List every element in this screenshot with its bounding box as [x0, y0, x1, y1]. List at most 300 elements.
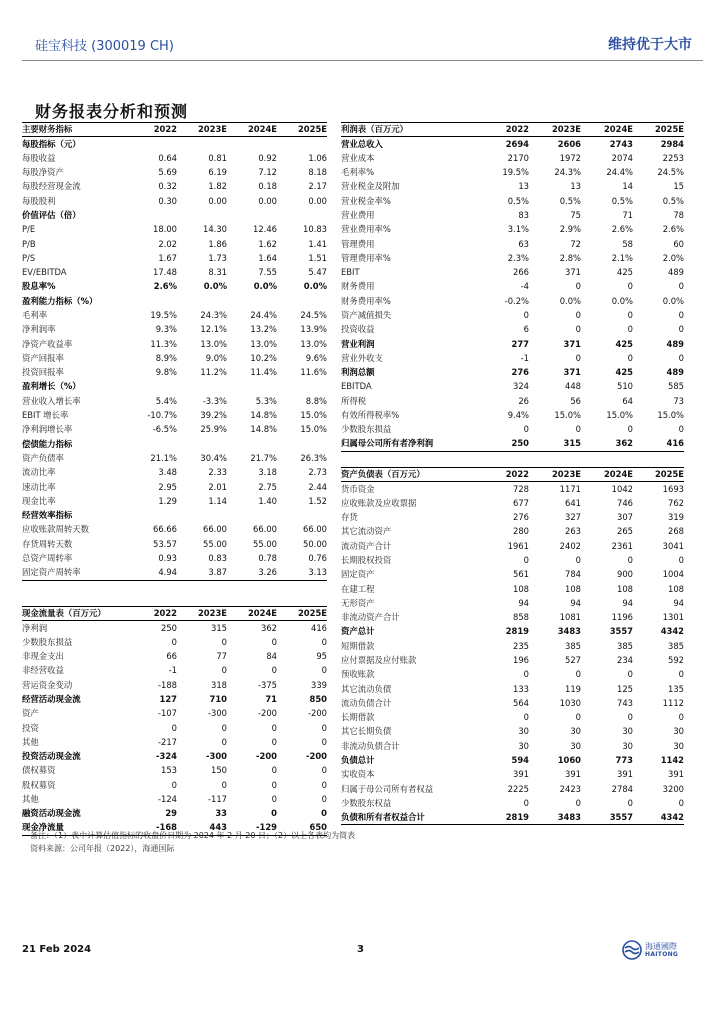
- cell-value: 133: [513, 683, 529, 694]
- column-header: 2025E: [633, 468, 684, 482]
- table-title: 现金流量表（百万元）: [22, 607, 137, 621]
- cell-value: 125: [617, 683, 633, 694]
- cell-value: 108: [668, 583, 684, 594]
- table-row: [22, 649, 327, 663]
- cell-value: 26: [518, 395, 529, 406]
- cell-value: 66.00: [253, 524, 277, 535]
- cell-value: 900: [617, 569, 633, 580]
- cell-value: 443: [177, 821, 227, 835]
- cell-value: 0: [523, 554, 529, 565]
- row-label: 经营活动现金流: [22, 693, 81, 704]
- table-row: [341, 137, 684, 151]
- cell-value: 2819: [484, 811, 529, 825]
- cell-value: 0: [321, 765, 327, 776]
- cell-value: 318: [211, 679, 227, 690]
- cell-value: [227, 437, 277, 451]
- row-label: 融资活动现金流: [22, 808, 81, 819]
- cell-value: 0.83: [208, 553, 227, 564]
- cell-value: 2423: [559, 783, 581, 794]
- table-row: [22, 208, 327, 222]
- cell-value: 2225: [507, 783, 529, 794]
- cell-value: 9.0%: [205, 352, 227, 363]
- table-row: [341, 208, 684, 222]
- cell-value: 0: [627, 324, 633, 335]
- table-row: [22, 408, 327, 422]
- row-label: 营业税金及附加: [341, 181, 400, 192]
- cell-value: 0: [271, 779, 277, 790]
- cell-value: 8.31: [208, 267, 227, 278]
- cell-value: 0: [523, 669, 529, 680]
- table-row: [22, 366, 327, 380]
- table-header-row: [22, 607, 327, 621]
- cell-value: 784: [565, 569, 581, 580]
- table-row: [22, 494, 327, 508]
- cell-value: 2743: [609, 138, 633, 149]
- cell-value: 2.01: [208, 481, 227, 492]
- cell-value: 12.1%: [200, 324, 227, 335]
- cell-value: 0.00: [258, 195, 277, 206]
- cell-value: 2694: [505, 138, 529, 149]
- cell-value: [277, 437, 327, 451]
- cell-value: 0: [171, 722, 177, 733]
- cell-value: 3.1%: [507, 224, 529, 235]
- cell-value: 9.3%: [155, 324, 177, 335]
- table-row: [341, 568, 684, 582]
- table-row: [341, 711, 684, 725]
- cell-value: 0: [627, 310, 633, 320]
- logo-text-en: HAITONG: [645, 951, 679, 958]
- row-label: 流动负债合计: [341, 697, 392, 708]
- cell-value: [227, 294, 277, 308]
- column-header: 2025E: [633, 123, 684, 137]
- cell-value: 94: [570, 597, 581, 608]
- cell-value: 0.30: [158, 195, 177, 206]
- cell-value: 280: [513, 526, 529, 537]
- balance-sheet-table: [341, 467, 684, 825]
- cell-value: 153: [161, 765, 177, 776]
- cell-value: 12.46: [253, 224, 277, 235]
- cell-value: 14.8%: [250, 410, 277, 421]
- cell-value: -117: [207, 794, 227, 804]
- table-row: [341, 280, 684, 294]
- cell-value: 324: [513, 381, 529, 392]
- cell-value: 2.17: [308, 181, 327, 192]
- cell-value: 0.5%: [611, 195, 633, 206]
- cell-value: 2.02: [158, 238, 177, 249]
- row-label: 每股净资产: [22, 167, 64, 178]
- cell-value: 39.2%: [200, 410, 227, 421]
- table-row: [341, 753, 684, 767]
- row-label: 营业税金率%: [341, 195, 391, 206]
- row-label: 归属于母公司所有者权益: [341, 783, 434, 794]
- cell-value: 1972: [559, 152, 581, 163]
- cell-value: 56: [570, 395, 581, 406]
- row-label: 资产回报率: [22, 352, 64, 363]
- row-label: 投资活动现金流: [22, 751, 81, 762]
- cell-value: 276: [513, 512, 529, 523]
- cell-value: 30: [518, 726, 529, 737]
- cell-value: 746: [617, 497, 633, 508]
- cell-value: 1.14: [208, 495, 227, 506]
- table-row: [341, 265, 684, 279]
- row-label: 其他: [22, 794, 39, 804]
- row-label: 营业费用率%: [341, 224, 391, 235]
- cell-value: 1004: [662, 569, 684, 580]
- cell-value: 2.6%: [662, 224, 684, 235]
- cell-value: 0.93: [158, 553, 177, 564]
- cell-value: 371: [565, 267, 581, 278]
- cell-value: 677: [513, 497, 529, 508]
- table-row: [341, 366, 684, 380]
- cell-value: 276: [511, 367, 529, 378]
- cell-value: 13.0%: [200, 338, 227, 349]
- cell-value: 19.5%: [502, 167, 529, 178]
- cell-value: 1.29: [158, 495, 177, 506]
- table-row: [341, 625, 684, 639]
- cell-value: 6.19: [208, 167, 227, 178]
- cell-value: 11.2%: [200, 367, 227, 378]
- cell-value: 30: [622, 740, 633, 751]
- cell-value: 15.0%: [300, 410, 327, 421]
- cell-value: [177, 509, 227, 523]
- table-row: [341, 180, 684, 194]
- table-row: [22, 749, 327, 763]
- cell-value: 0: [627, 797, 633, 808]
- row-label: 在建工程: [341, 583, 375, 594]
- row-label: 长期股权投资: [341, 554, 392, 565]
- cell-value: 2074: [611, 152, 633, 163]
- row-label: 营业成本: [341, 152, 375, 163]
- table-row: [22, 280, 327, 294]
- cell-value: 2.8%: [559, 252, 581, 263]
- cell-value: 9.4%: [507, 410, 529, 421]
- cell-value: 58: [622, 238, 633, 249]
- cell-value: 0: [271, 765, 277, 776]
- cell-value: 1.82: [208, 181, 227, 192]
- cell-value: 416: [633, 437, 684, 451]
- table-row: [341, 653, 684, 667]
- cell-value: 1081: [559, 612, 581, 623]
- table-row: [341, 553, 684, 567]
- row-label: 少数股东损益: [22, 636, 73, 647]
- row-label: 固定资产周转率: [22, 566, 137, 580]
- cell-value: 0: [523, 310, 529, 320]
- table-row: [22, 151, 327, 165]
- cell-value: 2.73: [308, 467, 327, 478]
- table-row: [341, 482, 684, 496]
- table-row: [22, 664, 327, 678]
- row-label: 价值评估（倍）: [22, 209, 81, 220]
- cell-value: 371: [563, 367, 581, 378]
- cell-value: 33: [215, 808, 227, 819]
- cell-value: 55.00: [253, 538, 277, 549]
- cell-value: 2.33: [208, 467, 227, 478]
- table-row: [341, 811, 684, 825]
- key-metrics-table: [22, 122, 327, 581]
- cell-value: 10.83: [303, 224, 327, 235]
- cell-value: [277, 208, 327, 222]
- table-row: [22, 537, 327, 551]
- cell-value: -217: [157, 736, 177, 747]
- cell-value: -300: [206, 751, 227, 762]
- cell-value: 24.4%: [250, 310, 277, 320]
- cell-value: 319: [668, 512, 684, 523]
- cell-value: 0: [678, 797, 684, 808]
- table-row: [341, 294, 684, 308]
- row-label: EBIT 增长率: [22, 410, 69, 421]
- cell-value: 0.0%: [303, 281, 327, 292]
- cell-value: 0: [678, 554, 684, 565]
- row-label: 管理费用率%: [341, 252, 391, 263]
- table-row: [341, 237, 684, 251]
- cell-value: 0: [575, 554, 581, 565]
- row-label: 负债和所有者权益合计: [341, 811, 484, 825]
- cell-value: 5.4%: [155, 395, 177, 406]
- cell-value: 391: [668, 769, 684, 780]
- cell-value: 11.3%: [150, 338, 177, 349]
- cell-value: 5.47: [308, 267, 327, 278]
- row-label: 固定资产: [341, 569, 375, 580]
- data-source: 资料来源：公司年报（2022），海通国际: [30, 844, 175, 853]
- table-row: [22, 621, 327, 635]
- cell-value: 13: [570, 181, 581, 192]
- cell-value: 2.1%: [611, 252, 633, 263]
- cell-value: 0.00: [208, 195, 227, 206]
- cell-value: 127: [159, 693, 177, 704]
- cell-value: 0: [678, 424, 684, 435]
- cell-value: 3.87: [177, 566, 227, 580]
- cell-value: 30: [673, 740, 684, 751]
- cell-value: 385: [565, 640, 581, 651]
- cell-value: 2253: [662, 152, 684, 163]
- table-title: 利润表（百万元）: [341, 123, 484, 137]
- cell-value: 0: [221, 779, 227, 790]
- cell-value: -168: [137, 821, 177, 835]
- cell-value: 0: [171, 779, 177, 790]
- row-label: 现金净流量: [22, 821, 137, 835]
- cell-value: 0: [321, 665, 327, 676]
- cell-value: 9.8%: [155, 367, 177, 378]
- row-label: 营业总收入: [341, 138, 383, 149]
- cell-value: 108: [565, 583, 581, 594]
- cell-value: 13.0%: [250, 338, 277, 349]
- cell-value: 66.66: [153, 524, 177, 535]
- cell-value: 0: [678, 669, 684, 680]
- cell-value: 2606: [557, 138, 581, 149]
- row-label: 营业费用: [341, 209, 375, 220]
- row-label: EV/EBITDA: [22, 267, 67, 278]
- cell-value: -129: [227, 821, 277, 835]
- cell-value: 13.2%: [250, 324, 277, 335]
- table-row: [22, 721, 327, 735]
- cell-value: -300: [207, 708, 227, 719]
- cell-value: 0: [271, 665, 277, 676]
- cell-value: 850: [309, 693, 327, 704]
- cell-value: 0: [271, 794, 277, 804]
- table-row: [341, 165, 684, 179]
- cell-value: 15.0%: [554, 410, 581, 421]
- cell-value: 416: [311, 622, 327, 633]
- cell-value: 235: [513, 640, 529, 651]
- cell-value: 9.6%: [305, 352, 327, 363]
- column-header: 2022: [484, 123, 529, 137]
- cell-value: 24.4%: [606, 167, 633, 178]
- table-row: [341, 782, 684, 796]
- cell-value: 425: [617, 267, 633, 278]
- row-label: 净利润率: [22, 324, 56, 335]
- row-label: 盈利增长（%）: [22, 381, 81, 392]
- row-label: 流动比率: [22, 467, 56, 478]
- cell-value: 17.48: [153, 267, 177, 278]
- cell-value: 0: [678, 281, 684, 292]
- table-row: [341, 739, 684, 753]
- table-row: [22, 194, 327, 208]
- cell-value: -200: [256, 751, 277, 762]
- table-row: [22, 707, 327, 721]
- row-label: P/S: [22, 252, 36, 263]
- cell-value: 6: [523, 324, 529, 335]
- row-label: 所得税: [341, 395, 367, 406]
- cell-value: 527: [565, 655, 581, 665]
- cell-value: 108: [617, 583, 633, 594]
- row-label: 营业收入增长率: [22, 395, 81, 406]
- cell-value: 2.44: [308, 481, 327, 492]
- cell-value: 1693: [662, 483, 684, 494]
- column-header: 2023E: [177, 123, 227, 137]
- row-label: 投资收益: [341, 324, 375, 335]
- cell-value: 489: [666, 338, 684, 349]
- row-label: 毛利率: [22, 310, 48, 320]
- row-label: 无形资产: [341, 597, 375, 608]
- row-label: 其他: [22, 736, 39, 747]
- cell-value: 594: [511, 755, 529, 766]
- cell-value: 0: [271, 722, 277, 733]
- table-row: [22, 237, 327, 251]
- cell-value: 0: [321, 636, 327, 647]
- cell-value: 489: [668, 267, 684, 278]
- cell-value: 3.18: [258, 467, 277, 478]
- cell-value: [227, 380, 277, 394]
- row-label: 短期借款: [341, 640, 375, 651]
- cell-value: 55.00: [203, 538, 227, 549]
- cell-value: 315: [211, 622, 227, 633]
- cell-value: -1: [168, 665, 177, 676]
- cell-value: 1142: [660, 755, 684, 766]
- row-label: 非现金支出: [22, 651, 64, 662]
- cell-value: 8.8%: [305, 395, 327, 406]
- column-header: 2023E: [529, 123, 581, 137]
- cell-value: -4: [520, 281, 529, 292]
- table-row: [341, 223, 684, 237]
- row-label: 每股经营现金流: [22, 181, 81, 192]
- cell-value: 0: [678, 324, 684, 335]
- cell-value: 0: [221, 736, 227, 747]
- cell-value: 77: [216, 651, 227, 662]
- cell-value: 2.6%: [611, 224, 633, 235]
- cell-value: 63: [518, 238, 529, 249]
- cell-value: 4.94: [137, 566, 177, 580]
- cell-value: 119: [565, 683, 581, 694]
- cell-value: 95: [316, 651, 327, 662]
- cell-value: 30.4%: [200, 452, 227, 463]
- table-row: [341, 610, 684, 624]
- table-row: [22, 323, 327, 337]
- cell-value: 650: [277, 821, 327, 835]
- table-row: [22, 692, 327, 706]
- cell-value: 0.0%: [611, 295, 633, 306]
- cell-value: 2170: [507, 152, 529, 163]
- cell-value: 1.67: [158, 252, 177, 263]
- cell-value: 0: [627, 669, 633, 680]
- cell-value: 0.32: [158, 181, 177, 192]
- cell-value: 1.64: [258, 252, 277, 263]
- row-label: 归属母公司所有者净利润: [341, 437, 484, 451]
- cell-value: 2.6%: [153, 281, 177, 292]
- cell-value: 11.6%: [300, 367, 327, 378]
- cell-value: [177, 437, 227, 451]
- cell-value: 83: [518, 209, 529, 220]
- table-row: [22, 437, 327, 451]
- cell-value: 66.00: [203, 524, 227, 535]
- cell-value: [137, 137, 177, 151]
- row-label: 经营效率指标: [22, 510, 73, 521]
- table-row: [341, 582, 684, 596]
- table-row: [341, 437, 684, 451]
- table-row: [22, 735, 327, 749]
- table-row: [341, 768, 684, 782]
- cell-value: 60: [673, 238, 684, 249]
- cell-value: 5.69: [158, 167, 177, 178]
- table-row: [22, 137, 327, 151]
- cell-value: 1.40: [258, 495, 277, 506]
- row-label: 负债总计: [341, 755, 375, 766]
- table-row: [22, 423, 327, 437]
- cell-value: [277, 137, 327, 151]
- cell-value: -200: [306, 751, 327, 762]
- table-row: [341, 408, 684, 422]
- table-row: [341, 696, 684, 710]
- cell-value: -375: [257, 679, 277, 690]
- table-row: [22, 265, 327, 279]
- cell-value: 0: [678, 310, 684, 320]
- table-row: [341, 337, 684, 351]
- cell-value: 25.9%: [200, 424, 227, 435]
- row-label: 存货周转天数: [22, 538, 73, 549]
- cell-value: -3.3%: [202, 395, 227, 406]
- cell-value: 265: [617, 526, 633, 537]
- cell-value: 0: [321, 736, 327, 747]
- cell-value: 391: [617, 769, 633, 780]
- cell-value: 0.76: [308, 553, 327, 564]
- row-label: 其它长期负债: [341, 726, 392, 737]
- cell-value: 196: [513, 655, 529, 665]
- cell-value: -124: [157, 794, 177, 804]
- row-label: 净资产收益率: [22, 338, 73, 349]
- cell-value: 0.81: [208, 152, 227, 163]
- row-label: 财务费用: [341, 281, 375, 292]
- cell-value: [227, 509, 277, 523]
- cell-value: 0: [221, 636, 227, 647]
- cell-value: 0.5%: [559, 195, 581, 206]
- table-title: 主要财务指标: [22, 123, 137, 137]
- cell-value: 24.5%: [300, 310, 327, 320]
- table-row: [341, 682, 684, 696]
- cell-value: 66: [166, 651, 177, 662]
- section-title: 财务报表分析和预测: [35, 102, 189, 121]
- table-row: [22, 523, 327, 537]
- table-row: [22, 351, 327, 365]
- cell-value: 0.00: [308, 195, 327, 206]
